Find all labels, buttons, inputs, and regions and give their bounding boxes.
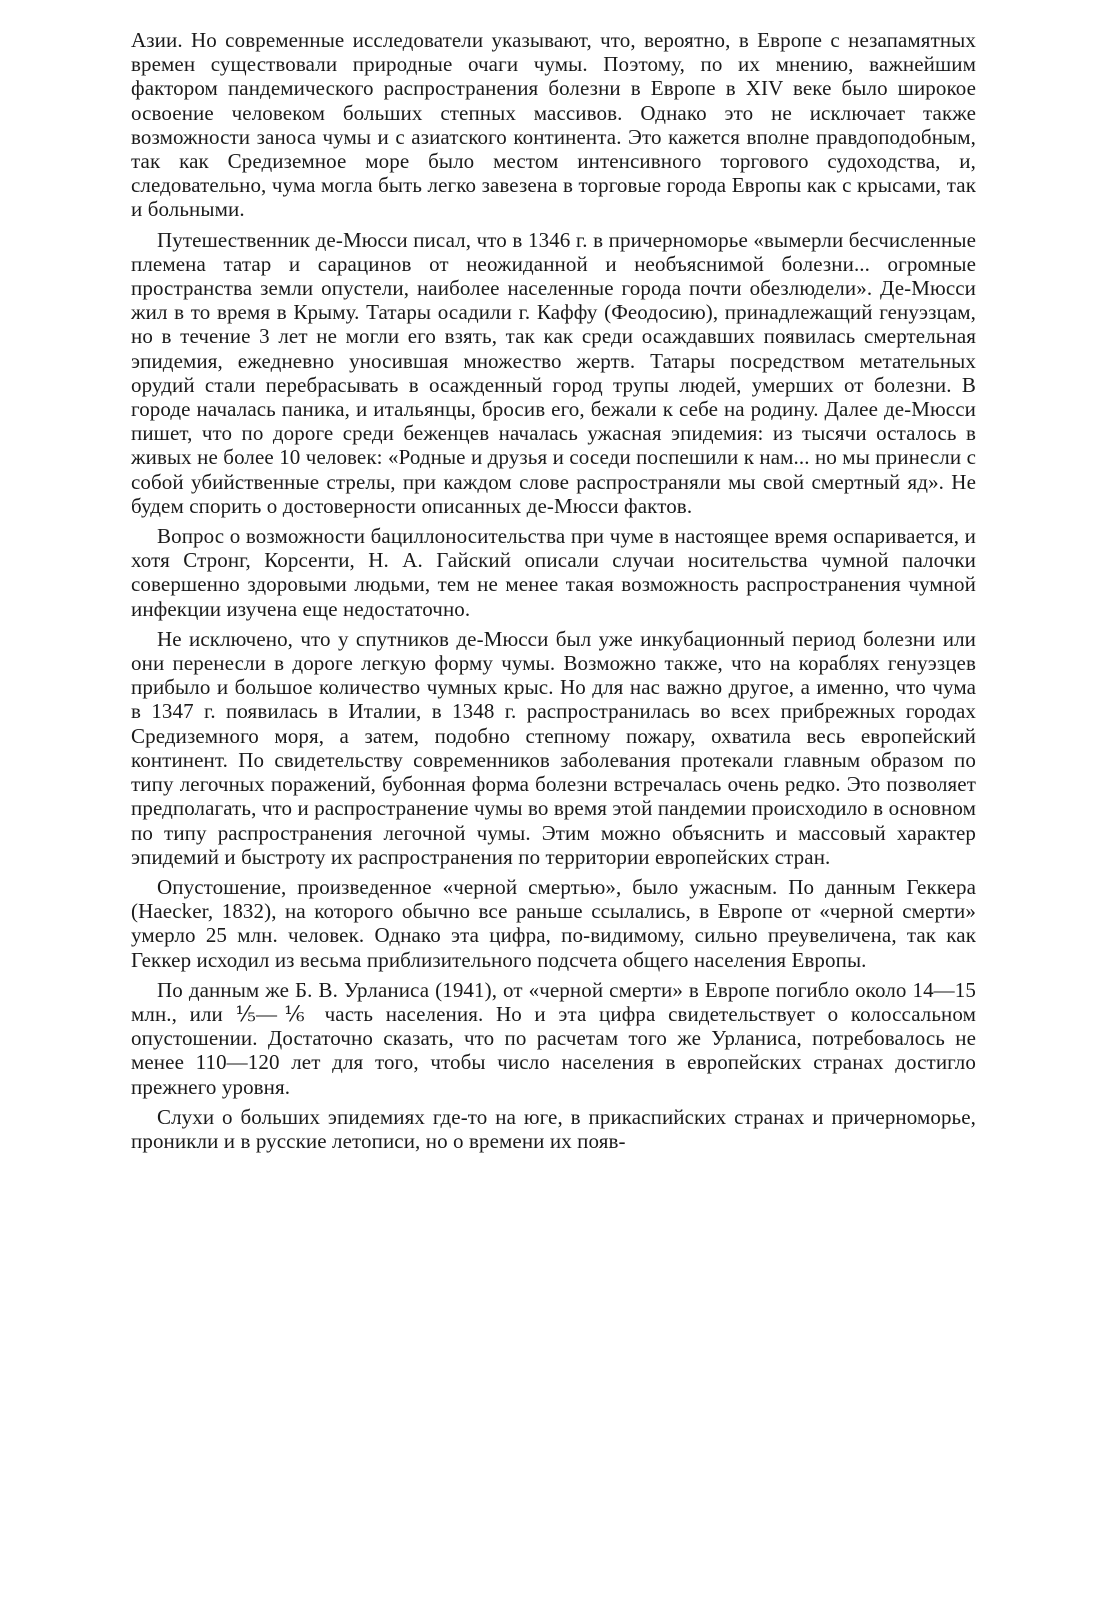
paragraph-bacillus-carriage: Вопрос о возможности бациллоносительства при чуме в настоящее время оспаривается, и хотя Стронг, Корсенти, Н. А. Гайский описали случаи носительства чумной палочки совершенно здоровыми людьми, тем не менее такая возможность распространения чумной инфекции изучена еще недостаточно. <box>131 524 976 621</box>
paragraph-haecker-estimate: Опустошение, произведенное «черной смертью», было ужасным. По данным Геккера (Haecker, 1832), на которого обычно все раньше ссылались, в Европе от «черной смерти» умерло 25 млн. человек. Однако эта цифра, по-видимому, сильно преувеличена, так как Геккер исходил из весьма приблизительного подсчета общего населения Европы. <box>131 874 976 972</box>
paragraph-russian-chronicles: Слухи о больших эпидемиях где-то на юге, в прикаспийских странах и причерноморье, проникли и в русские летописи, но о времени их появ- <box>131 1104 976 1153</box>
paragraph-spread-in-europe: Не исключено, что у спутников де-Мюсси был уже инкубационный период болезни или они перенесли в дороге легкую форму чумы. Возможно также, что на кораблях генуэзцев прибыло и большое количество чумных крыс. Но для нас важно другое, а именно, что чума в 1347 г. появилась в Италии, в 1348 г. распространилась во всех прибрежных городах Средиземного моря, а затем, подобно степному пожару, охватила весь европейский континент. По свидетельству современников заболевания протекали главным образом по типу легочных поражений, бубонная форма болезни встречалась очень редко. Это позволяет предполагать, что и распространение чумы во время этой пандемии происходило в основном по типу распространения легочной чумы. Этим можно объяснить и массовый характер эпидемий и быстроту их распространения по территории европейских стран. <box>131 626 976 869</box>
book-page <box>131 28 976 1159</box>
paragraph-asia-plague-origins: Азии. Но современные исследователи указывают, что, вероятно, в Европе с незапамятных времен существовали природные очаги чумы. Поэтому, по их мнению, важнейшим фактором пандемического распространения болезни в Европе в XIV веке было широкое освоение человеком больших степных массивов. Однако это не исключает также возможности заноса чумы и с азиатского континента. Это кажется вполне правдоподобным, так как Средиземное море было местом интенсивного торгового судоходства, и, следовательно, чума могла быть легко завезена в торговые города Европы как с крысами, так и больными. <box>131 28 976 222</box>
paragraph-de-mussi-account: Путешественник де-Мюсси писал, что в 1346 г. в причерноморье «вымерли бесчисленные племена татар и сарацинов от неожиданной и необъяснимой болезни... огромные пространства земли опустели, наиболее населенные города почти обезлюдели». Де-Мюсси жил в то время в Крыму. Татары осадили г. Каффу (Феодосию), принадлежащий генуэзцам, но в течение 3 лет не могли его взять, так как среди осаждавших появилась смертельная эпидемия, ежедневно уносившая множество жертв. Татары посредством метательных орудий стали перебрасывать в осажденный город трупы людей, умерших от болезни. В городе началась паника, и итальянцы, бросив его, бежали к себе на родину. Далее де-Мюсси пишет, что по дороге среди беженцев началась ужасная эпидемия: из тысячи осталось в живых не более 10 человек: «Родные и друзья и соседи поспешили к нам... но мы принесли с собой убийственные стрелы, при каждом слове распространяли мы свой смертный яд». Не будем спорить о достоверности описанных де-Мюсси фактов. <box>131 227 976 518</box>
paragraph-urlanis-estimate: По данным же Б. В. Урланиса (1941), от «черной смерти» в Европе погибло около 14—15 млн., или ⅕—⅙ часть населения. Но и эта цифра свидетельствует о колоссальном опустошении. Достаточно сказать, что по расчетам того же Урланиса, потребовалось не менее 110—120 лет для того, чтобы число населения в европейских странах достигло прежнего уровня. <box>131 977 976 1099</box>
